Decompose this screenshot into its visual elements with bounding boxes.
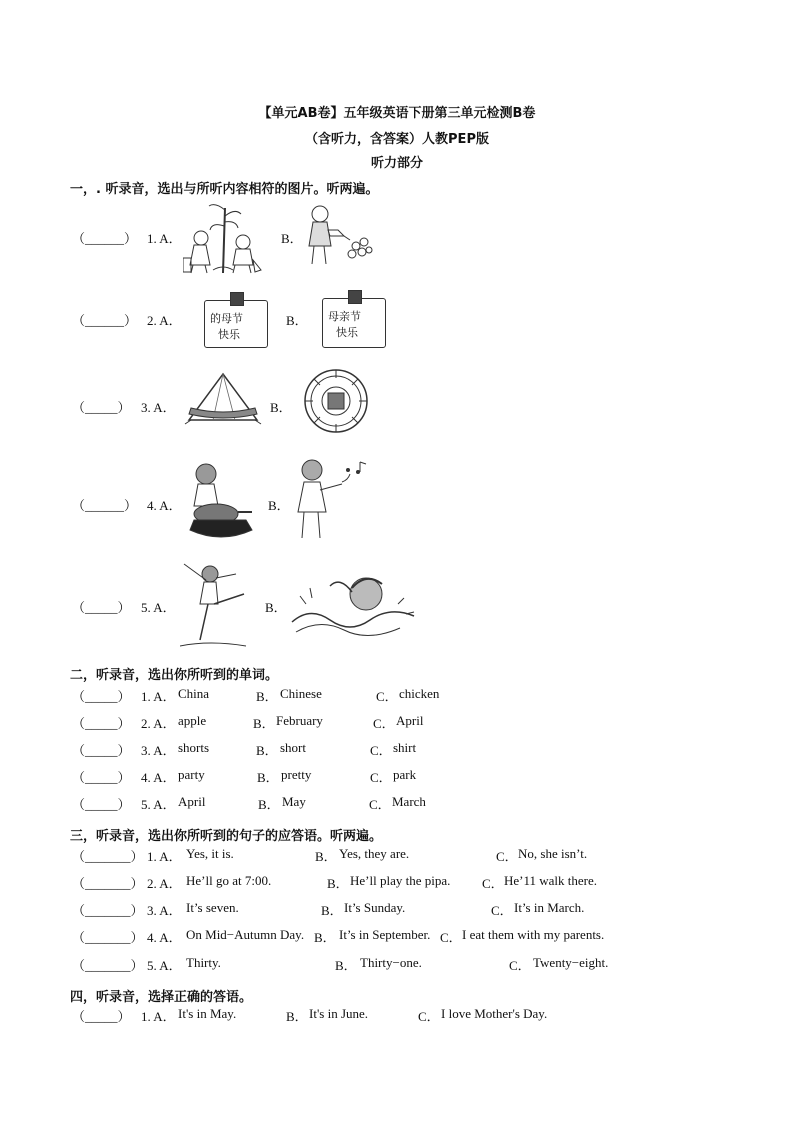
question-number: 2. A．	[141, 716, 176, 731]
answer-blank[interactable]: （_______）	[72, 849, 144, 864]
mooncake-image[interactable]	[303, 368, 369, 434]
option-b-label: B．	[258, 797, 280, 812]
option-b-label: B．	[286, 313, 308, 328]
girl-dancing-image[interactable]	[180, 560, 250, 650]
question-number: 1. A．	[147, 231, 182, 246]
option-a: He’ll go at 7:00.	[186, 873, 272, 888]
option-a: It’s seven.	[186, 900, 239, 915]
option-c-label: C．	[373, 716, 395, 731]
option-c: It’s in March.	[514, 900, 585, 915]
card-image-option-b[interactable]	[322, 290, 388, 348]
option-b: short	[280, 740, 306, 755]
option-b: Chinese	[280, 686, 322, 701]
option-c-label: C．	[370, 770, 392, 785]
option-a: apple	[178, 713, 207, 728]
section1-title: 一，. 听录音，选出与所听内容相符的图片。听两遍。	[70, 182, 379, 197]
question-number: 2. A．	[147, 313, 182, 328]
question-number: 4. A．	[147, 930, 182, 945]
option-b: It's in June.	[309, 1006, 369, 1021]
answer-blank[interactable]: （_______）	[72, 903, 144, 918]
option-b-label: B．	[256, 689, 278, 704]
option-b: Thirty−one.	[360, 955, 422, 970]
option-a: Thirty.	[186, 955, 221, 970]
section4-title: 四，听录音，选择正确的答语。	[70, 990, 253, 1005]
option-a: shorts	[178, 740, 210, 755]
option-b-label: B．	[268, 498, 290, 513]
answer-blank[interactable]: （_____）	[72, 770, 131, 785]
girl-singing-image[interactable]	[290, 456, 372, 542]
option-c: chicken	[399, 686, 440, 701]
option-b-label: B．	[270, 400, 292, 415]
option-a: April	[178, 794, 206, 809]
section-heading-listening: 听力部分	[370, 156, 423, 171]
question-number: 1. A．	[141, 689, 176, 704]
card-a-line1: 的母节	[210, 312, 243, 325]
question-number: 5. A．	[141, 797, 176, 812]
option-b-label: B．	[335, 958, 357, 973]
option-b-label: B．	[281, 231, 303, 246]
girl-swimming-image[interactable]	[290, 566, 416, 642]
question-number: 5. A．	[147, 958, 182, 973]
question-number: 5. A．	[141, 600, 176, 615]
option-b: pretty	[281, 767, 312, 782]
question-number: 1. A．	[147, 849, 182, 864]
question-number: 4. A．	[147, 498, 182, 513]
answer-blank[interactable]: （______）	[72, 498, 138, 513]
option-b: It’s Sunday.	[344, 900, 406, 915]
option-b: It’s in September.	[339, 927, 431, 942]
answer-blank[interactable]: （_____）	[72, 797, 131, 812]
document-title-line2: （含听力，含答案）人教PEP版	[305, 132, 489, 147]
card-image-option-a[interactable]	[204, 292, 268, 348]
option-b: May	[282, 794, 306, 809]
option-b: Yes, they are.	[339, 846, 410, 861]
option-a: Yes, it is.	[186, 846, 234, 861]
option-c-label: C．	[418, 1009, 440, 1024]
answer-blank[interactable]: （_____）	[72, 689, 131, 704]
option-a: China	[178, 686, 210, 701]
card-a-line2: 快乐	[218, 328, 240, 341]
option-c-label: C．	[440, 930, 462, 945]
option-c-label: C．	[482, 876, 504, 891]
option-a: It's in May.	[178, 1006, 237, 1021]
option-c: park	[393, 767, 417, 782]
option-b-label: B．	[321, 903, 343, 918]
section2-title: 二，听录音，选出你所听到的单词。	[70, 668, 279, 683]
option-c: No, she isn’t.	[518, 846, 588, 861]
option-b-label: B．	[327, 876, 349, 891]
option-c: April	[396, 713, 424, 728]
answer-blank[interactable]: （______）	[72, 313, 138, 328]
question-number: 3. A．	[141, 400, 176, 415]
girl-cooking-image[interactable]	[186, 460, 256, 542]
option-b-label: B．	[265, 600, 287, 615]
zongzi-image[interactable]	[183, 370, 263, 430]
option-c: shirt	[393, 740, 417, 755]
option-c-label: C．	[491, 903, 513, 918]
answer-blank[interactable]: （_______）	[72, 930, 144, 945]
option-b-label: B．	[253, 716, 275, 731]
option-b-label: B．	[256, 743, 278, 758]
section3-title: 三，听录音，选出你所听到的句子的应答语。听两遍。	[70, 829, 383, 844]
option-c: I love Mother's Day.	[441, 1006, 548, 1021]
option-a: On Mid−Autumn Day.	[186, 927, 305, 942]
option-b-label: B．	[286, 1009, 308, 1024]
answer-blank[interactable]: （_____）	[72, 716, 131, 731]
option-c-label: C．	[496, 849, 518, 864]
option-c-label: C．	[376, 689, 398, 704]
option-b: February	[276, 713, 323, 728]
answer-blank[interactable]: （_______）	[72, 958, 144, 973]
option-c-label: C．	[369, 797, 391, 812]
option-b-label: B．	[314, 930, 336, 945]
option-b: He’ll play the pipa.	[350, 873, 451, 888]
answer-blank[interactable]: （______）	[72, 231, 138, 246]
answer-blank[interactable]: （_______）	[72, 876, 144, 891]
answer-blank[interactable]: （_____）	[72, 743, 131, 758]
option-c-label: C．	[370, 743, 392, 758]
question-number: 3. A．	[147, 903, 182, 918]
option-c: Twenty−eight.	[533, 955, 609, 970]
document-title-line1: 【单元AB卷】五年级英语下册第三单元检测B卷	[258, 106, 536, 121]
option-c: He’11 walk there.	[504, 873, 598, 888]
option-a: party	[178, 767, 205, 782]
card-b-line2: 快乐	[336, 326, 358, 339]
question-number: 3. A．	[141, 743, 176, 758]
answer-blank[interactable]: （_____）	[72, 400, 131, 415]
option-c: March	[392, 794, 426, 809]
question-number: 1. A．	[141, 1009, 176, 1024]
girl-watering-flowers-image[interactable]	[306, 202, 374, 268]
card-b-line1: 母亲节	[328, 310, 361, 323]
question-number: 4. A．	[141, 770, 176, 785]
option-b-label: B．	[257, 770, 279, 785]
answer-blank[interactable]: （_____）	[72, 1009, 131, 1024]
option-b-label: B．	[315, 849, 337, 864]
question-number: 2. A．	[147, 876, 182, 891]
option-c: I eat them with my parents.	[462, 927, 605, 942]
children-planting-tree-image[interactable]	[183, 198, 265, 276]
answer-blank[interactable]: （_____）	[72, 600, 131, 615]
option-c-label: C．	[509, 958, 531, 973]
